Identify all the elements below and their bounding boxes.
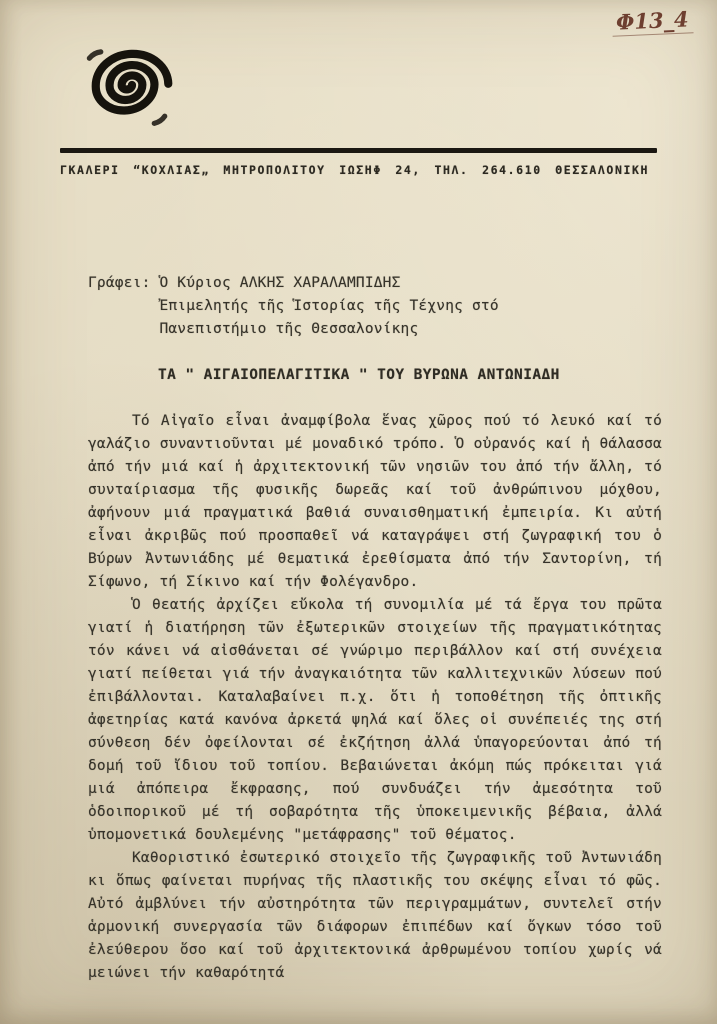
byline-line: Γράφει: Ὁ Κύριος ΑΛΚΗΣ ΧΑΡΑΛΑΜΠΙΔΗΣ xyxy=(88,275,401,291)
paragraph: Ὁ θεατής ἀρχίζει εὔκολα τή συνομιλία μέ τά ἔργα του πρῶτα γιατί ἡ διατήρηση τῶν ἐξωτερικῶν στοιχείων τῆς πραγματικότητας τόν κάνει νά αἰσθάνεται σέ γνώριμο περιβάλλον καί στή συνέχεια γιατί πείθεται γιά τήν ἀναγκαιότητα τῶν καλλιτεχνικῶν λύσεων πού ἐπιβάλλονται. Καταλαβαίνει π.χ. ὅτι ἡ τοποθέτηση τῆς ὀπτικῆς ἀφετηρίας κατά κανόνα ἀρκετά ψηλά καί ὅλες οἱ συνέπειές της στή σύνθεση δέν ὀφείλονται σέ ἐκζήτηση ἀλλά ὑπαγορεύονται ἀπό τή δομή τοῦ ἴδιου τοῦ τοπίου. Βεβαιώνεται ἀκόμη πώς πρόκειται γιά μιά ἀπόπειρα ἔκφρασης, πού συνδυάζει τήν ἀμεσότητα τοῦ ὁδοιπορικοῦ μέ τή σοβαρότητα τῆς ὑποκειμενικῆς βέβαια, ἀλλά ὑπομονετικά δουλεμένης "μετάφρασης" τοῦ θέματος. xyxy=(88,597,662,843)
handwritten-annotation: Φ13_4 xyxy=(612,6,694,36)
gallery-header: ΓΚΑΛΕΡΙ “ΚΟΧΛΙΑΣ„ ΜΗΤΡΟΠΟΛΙΤΟΥ ΙΩΣΗΦ 24, ΤΗΛ. 264.610 ΘΕΣΣΑΛΟΝΙΚΗ xyxy=(60,163,650,177)
paragraph: Τό Αἰγαῖο εἶναι ἀναμφίβολα ἕνας χῶρος πού τό λευκό καί τό γαλάζιο συναντιοῦνται μέ μοναδικό τρόπο. Ὁ οὐρανός καί ἡ θάλασσα ἀπό τήν μιά καί ἡ ἀρχιτεκτονική τῶν νησιῶν του ἀπό τήν ἄλλη, τό συνταίριασμα τῆς φυσικῆς δωρεᾶς καί τοῦ ἀνθρώπινου μόχθου, ἀφήνουν μιά πραγματικά βαθιά συναισθηματική ἐμπειρία. Κι αὐτή εἶναι ἀκριβῶς πού προσπαθεῖ νά καταγράψει στή ζωγραφική του ὁ Βύρων Ἀντωνιάδης μέ θεματικά ἐρεθίσματα ἀπό τήν Σαντορίνη, τή Σίφωνο, τή Σίκινο καί τήν Φολέγανδρο. xyxy=(88,413,662,590)
document-body xyxy=(88,272,662,985)
byline-line: Ἐπιμελητής τῆς Ἱστορίας τῆς Τέχνης στό xyxy=(88,298,499,314)
paragraph: Καθοριστικό ἐσωτερικό στοιχεῖο τῆς ζωγραφικῆς τοῦ Ἀντωνιάδη κι ὅπως φαίνεται πυρήνας τῆς πλαστικῆς του σκέψης εἶναι τό φῶς. Αὐτό ἀμβλύνει τήν αὐστηρότητα τῶν περιγραμμάτων, συντελεῖ στήν ἁρμονική συνεργασία τῶν διάφορων ἐπιπέδων καί ὄγκων τόσο τοῦ ἐλεύθερου ὅσο καί τοῦ ἀρχιτεκτονικά ἀρθρωμένου τοπίου χωρίς νά μειώνει τήν καθαρότητά xyxy=(88,850,662,981)
gallery-logo xyxy=(72,36,184,140)
byline xyxy=(88,272,662,341)
byline-line: Πανεπιστήμιο τῆς Θεσσαλονίκης xyxy=(88,321,419,337)
header-rule xyxy=(60,148,657,153)
article-title: ΤΑ " ΑΙΓΑΙΟΠΕΛΑΓΙΤΙΚΑ " ΤΟΥ ΒΥΡΩΝΑ ΑΝΤΩΝΙΑΔΗ xyxy=(158,367,560,383)
spiral-icon xyxy=(67,30,189,145)
